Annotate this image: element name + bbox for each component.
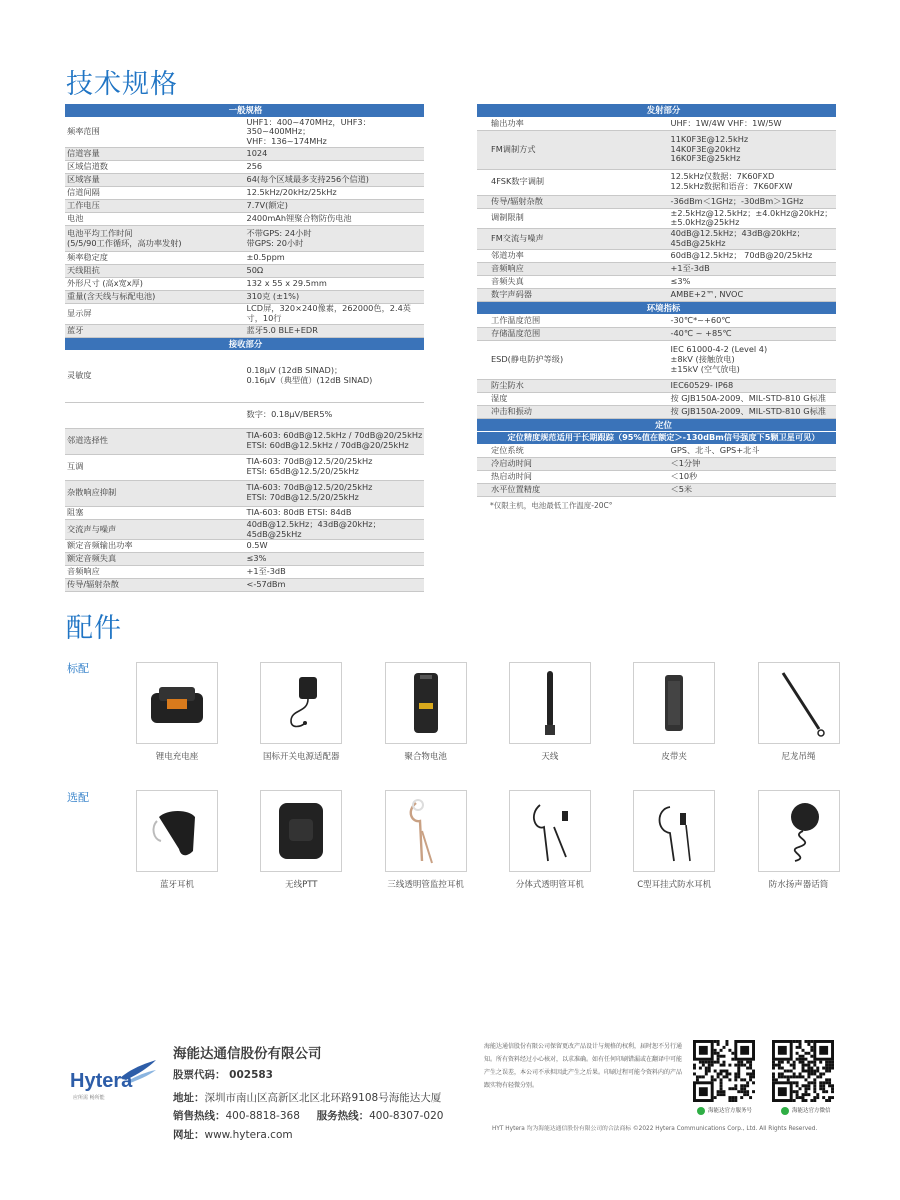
accessory-label: 蓝牙耳机: [159, 880, 194, 890]
spec-row: [477, 340, 836, 379]
spec-value: IEC60529- IP68: [657, 379, 837, 392]
accessory-label: 防水扬声器话筒: [768, 880, 829, 890]
accessories-title: 配件: [66, 613, 122, 644]
spec-key: 传导/辐射杂散: [65, 579, 245, 592]
spec-value: -30℃*~+60℃: [657, 314, 837, 327]
spec-row: [477, 117, 836, 130]
spec-value: 256: [245, 161, 425, 174]
spec-row: [477, 405, 836, 418]
spec-value: LCD屏，320×240像素，262000色，2.4英寸，10行: [245, 304, 425, 325]
trademark-notice: HYT Hytera 均为海能达通信股份有限公司的合法商标 ©2022 Hytera Communications Corp., Ltd. All Rights Reserved.: [492, 1126, 818, 1132]
qr-code-wechat-icon[interactable]: [772, 1040, 834, 1102]
spec-value: 12.5kHz/20kHz/25kHz: [245, 187, 425, 200]
spec-value: ±2.5kHz@12.5kHz；±4.0kHz@20kHz；±5.0kHz@25kHz: [657, 208, 837, 229]
hytera-logo: Hytera: [70, 1070, 133, 1092]
spec-value: 0.5W: [245, 540, 425, 553]
spec-row: [65, 402, 424, 428]
spec-row: [65, 226, 424, 252]
spec-key: 定位系统: [477, 444, 657, 457]
accessory-label: 三线透明管监控耳机: [387, 880, 464, 890]
three-wire-earpiece-icon: [386, 791, 466, 871]
spec-key: 音频响应: [65, 566, 245, 579]
logo-tagline: 应所需 畅所能: [73, 1095, 105, 1101]
spec-key: 频率稳定度: [65, 252, 245, 265]
lanyard-image: [758, 662, 840, 744]
spec-key: 邻道选择性: [65, 428, 245, 454]
spec-value: AMBE+2™, NVOC: [657, 288, 837, 301]
standard-label: 标配: [67, 662, 89, 675]
spec-row: [477, 379, 836, 392]
charger-icon: [137, 663, 217, 743]
spec-row: [477, 470, 836, 483]
spec-value: ＜1分钟: [657, 457, 837, 470]
stock-code: 股票代码： 002583: [173, 1069, 273, 1081]
battery-image: [385, 662, 467, 744]
section-header: 定位: [477, 418, 836, 431]
spec-value: TIA-603: 70dB@12.5/20/25kHz ETSI: 65dB@12.5/20/25kHz: [245, 454, 425, 480]
section-header: 一般规格: [65, 104, 424, 117]
spec-key: 冷启动时间: [477, 457, 657, 470]
spec-row: [65, 350, 424, 402]
spec-key: 区域容量: [65, 174, 245, 187]
c-earpiece-image: [633, 790, 715, 872]
three-wire-earpiece-image: [385, 790, 467, 872]
qr-service-label: 海能达官方服务号: [697, 1106, 752, 1115]
spec-row: [477, 392, 836, 405]
spec-key: 调制限制: [477, 208, 657, 229]
spec-value: 132 x 55 x 29.5mm: [245, 278, 425, 291]
hotlines: 销售热线：400-8818-368 服务热线：400-8307-020: [173, 1110, 444, 1122]
spec-key: 工作电压: [65, 200, 245, 213]
spec-row: [477, 262, 836, 275]
spec-key: FM交流与噪声: [477, 229, 657, 250]
spec-row: [65, 278, 424, 291]
spec-row: [65, 291, 424, 304]
spec-value: ＜5米: [657, 483, 837, 496]
spec-value: 按 GJB150A-2009、MIL-STD-810 G标准: [657, 405, 837, 418]
spec-key: 显示屏: [65, 304, 245, 325]
spec-row: [477, 229, 836, 250]
left-spec-table: [65, 104, 424, 592]
spec-key: 额定音频输出功率: [65, 540, 245, 553]
adapter-image: [260, 662, 342, 744]
spec-key: 信道间隔: [65, 187, 245, 200]
spec-value: 60dB@12.5kHz； 70dB@20/25kHz: [657, 249, 837, 262]
spec-row: [65, 324, 424, 337]
spec-row: [65, 304, 424, 325]
spec-value: 1024: [245, 148, 425, 161]
spec-key: 4FSK数字调制: [477, 169, 657, 195]
spec-key: 工作温度范围: [477, 314, 657, 327]
charger-image: [136, 662, 218, 744]
spec-row: [65, 579, 424, 592]
spec-value: 40dB@12.5kHz；43dB@20kHz；45dB@25kHz: [245, 519, 425, 540]
spec-key: 冲击和振动: [477, 405, 657, 418]
accessory-label: 天线: [541, 752, 559, 762]
spec-key: 电池平均工作时间 (5/5/90工作循环，高功率发射): [65, 226, 245, 252]
split-earpiece-image: [509, 790, 591, 872]
spec-key: 外形尺寸 (高x宽x厚): [65, 278, 245, 291]
accessory-label: 国标开关电源适配器: [263, 752, 340, 762]
wireless-ptt-image: [260, 790, 342, 872]
adapter-icon: [261, 663, 341, 743]
spec-row: [65, 213, 424, 226]
spec-value: <-57dBm: [245, 579, 425, 592]
right-spec-table: [477, 104, 836, 497]
spec-row: [477, 195, 836, 208]
spec-value: 2400mAh锂聚合物防伤电池: [245, 213, 425, 226]
spec-key: 防尘防水: [477, 379, 657, 392]
spec-key: [65, 402, 245, 428]
spec-row: [477, 288, 836, 301]
spec-row: [65, 265, 424, 278]
spec-value: 310克 (±1%): [245, 291, 425, 304]
spec-value: GPS、北斗、GPS+北斗: [657, 444, 837, 457]
spec-key: 水平位置精度: [477, 483, 657, 496]
spec-key: ESD(静电防护等级): [477, 340, 657, 379]
belt-clip-image: [633, 662, 715, 744]
spec-row: [65, 148, 424, 161]
accessory-label: 无线PTT: [285, 880, 318, 890]
bluetooth-earpiece-icon: [137, 791, 217, 871]
qr-code-service-icon[interactable]: [693, 1040, 755, 1102]
belt-clip-icon: [634, 663, 714, 743]
battery-icon: [386, 663, 466, 743]
spec-value: TIA-603: 80dB ETSI: 84dB: [245, 506, 425, 519]
spec-row: [65, 454, 424, 480]
company-name: 海能达通信股份有限公司: [173, 1046, 322, 1062]
spec-row: [477, 249, 836, 262]
spec-key: 频率范围: [65, 117, 245, 148]
spec-key: 灵敏度: [65, 350, 245, 402]
spec-row: [65, 252, 424, 265]
spec-value: 11K0F3E@12.5kHz 14K0F3E@20kHz 16K0F3E@25kHz: [657, 130, 837, 169]
wireless-ptt-icon: [261, 791, 341, 871]
accessory-label: 皮带夹: [661, 752, 687, 762]
bluetooth-earpiece-image: [136, 790, 218, 872]
spec-value: -40℃ ~ +85℃: [657, 327, 837, 340]
optional-label: 选配: [67, 791, 89, 804]
spec-row: [65, 519, 424, 540]
spec-key: 杂散响应抑制: [65, 480, 245, 506]
spec-key: 湿度: [477, 392, 657, 405]
spec-row: [477, 314, 836, 327]
spec-row: [477, 208, 836, 229]
spec-value: ≤3%: [245, 553, 425, 566]
accessory-label: 分体式透明管耳机: [515, 880, 584, 890]
section-header: 接收部分: [65, 337, 424, 350]
spec-row: [477, 444, 836, 457]
spec-key: 额定音频失真: [65, 553, 245, 566]
spec-key: 天线阻抗: [65, 265, 245, 278]
spec-value: UHF1：400~470MHz，UHF3：350~400MHz； VHF：136~174MHz: [245, 117, 425, 148]
section-header: 发射部分: [477, 104, 836, 117]
spec-key: 区域信道数: [65, 161, 245, 174]
spec-key: 存储温度范围: [477, 327, 657, 340]
spec-row: [65, 174, 424, 187]
spec-row: [65, 540, 424, 553]
spec-row: [65, 161, 424, 174]
spec-row: [65, 428, 424, 454]
spec-key: 传导/辐射杂散: [477, 195, 657, 208]
spec-row: [477, 130, 836, 169]
spec-key: 交流声与噪声: [65, 519, 245, 540]
spec-value: +1至-3dB: [245, 566, 425, 579]
spec-row: [65, 117, 424, 148]
spec-key: FM调制方式: [477, 130, 657, 169]
spec-key: 蓝牙: [65, 324, 245, 337]
spec-row: [477, 275, 836, 288]
spec-value: UHF：1W/4W VHF：1W/5W: [657, 117, 837, 130]
spec-key: 互调: [65, 454, 245, 480]
spec-row: [477, 169, 836, 195]
spec-title: 技术规格: [66, 69, 178, 100]
spec-value: 按 GJB150A-2009、MIL-STD-810 G标准: [657, 392, 837, 405]
spec-value: 数字：0.18μV/BER5%: [245, 402, 425, 428]
spec-row: [477, 327, 836, 340]
spec-row: [65, 480, 424, 506]
c-earpiece-icon: [634, 791, 714, 871]
accessory-label: 聚合物电池: [404, 752, 447, 762]
spec-value: ≤3%: [657, 275, 837, 288]
spec-row: [65, 187, 424, 200]
footnote: *仅限主机，电池最低工作温度-20C°: [490, 501, 613, 510]
spec-row: [477, 483, 836, 496]
disclaimer: 海能达通信股份有限公司保留更改产品设计与规格的权利，届时恕不另行通知。所有资料经过小心核对，以求准确。如有任何印刷错漏或在翻译中可能产生之误差，本公司不承担因此产生之后果。印刷过程可能令资料内的产品跟实物有轻微分别。: [484, 1043, 683, 1089]
speaker-mic-icon: [759, 791, 839, 871]
spec-value: TIA-603: 70dB@12.5/20/25kHz ETSI: 70dB@12.5/20/25kHz: [245, 480, 425, 506]
spec-key: 音频响应: [477, 262, 657, 275]
section-subheader: 定位精度规范适用于长期跟踪（95%值在额定＞-130dBm信号强度下5颗卫星可见）: [477, 431, 836, 444]
spec-key: 音频失真: [477, 275, 657, 288]
spec-value: 不带GPS: 24小时 带GPS: 20小时: [245, 226, 425, 252]
spec-row: [65, 566, 424, 579]
accessory-label: C型耳挂式防水耳机: [637, 880, 712, 890]
spec-key: 数字声码器: [477, 288, 657, 301]
spec-value: IEC 61000-4-2 (Level 4) ±8kV (接触放电) ±15kV (空气放电): [657, 340, 837, 379]
spec-key: 信道容量: [65, 148, 245, 161]
spec-value: 蓝牙5.0 BLE+EDR: [245, 324, 425, 337]
spec-value: TIA-603: 60dB@12.5kHz / 70dB@20/25kHz ETSI: 60dB@12.5kHz / 70dB@20/25kHz: [245, 428, 425, 454]
spec-key: 阻塞: [65, 506, 245, 519]
section-header: 环境指标: [477, 301, 836, 314]
spec-value: 12.5kHz仅数据：7K60FXD 12.5kHz数据和语音：7K60FXW: [657, 169, 837, 195]
address: 地址：深圳市南山区高新区北区北环路9108号海能达大厦: [173, 1092, 442, 1104]
spec-value: 7.7V(额定): [245, 200, 425, 213]
split-earpiece-icon: [510, 791, 590, 871]
spec-value: ＜10秒: [657, 470, 837, 483]
accessory-label: 尼龙吊绳: [781, 752, 816, 762]
spec-value: 50Ω: [245, 265, 425, 278]
accessory-label: 锂电充电座: [155, 752, 199, 762]
spec-row: [65, 200, 424, 213]
spec-value: +1至-3dB: [657, 262, 837, 275]
lanyard-icon: [759, 663, 839, 743]
antenna-image: [509, 662, 591, 744]
qr-wechat-label: 海能达官方微信: [781, 1106, 831, 1115]
spec-value: 64(每个区域最多支持256个信道): [245, 174, 425, 187]
spec-key: 重量(含天线与标配电池): [65, 291, 245, 304]
spec-row: [477, 457, 836, 470]
spec-key: 邻道功率: [477, 249, 657, 262]
spec-key: 热启动时间: [477, 470, 657, 483]
spec-key: 输出功率: [477, 117, 657, 130]
spec-value: -36dBm＜1GHz；-30dBm＞1GHz: [657, 195, 837, 208]
spec-key: 电池: [65, 213, 245, 226]
spec-value: 40dB@12.5kHz；43dB@20kHz；45dB@25kHz: [657, 229, 837, 250]
website[interactable]: 网址：www.hytera.com: [173, 1129, 293, 1141]
spec-value: ±0.5ppm: [245, 252, 425, 265]
spec-value: 0.18μV (12dB SINAD)； 0.16μV（典型值）(12dB SINAD): [245, 350, 425, 402]
spec-row: [65, 506, 424, 519]
speaker-mic-image: [758, 790, 840, 872]
antenna-icon: [510, 663, 590, 743]
spec-row: [65, 553, 424, 566]
